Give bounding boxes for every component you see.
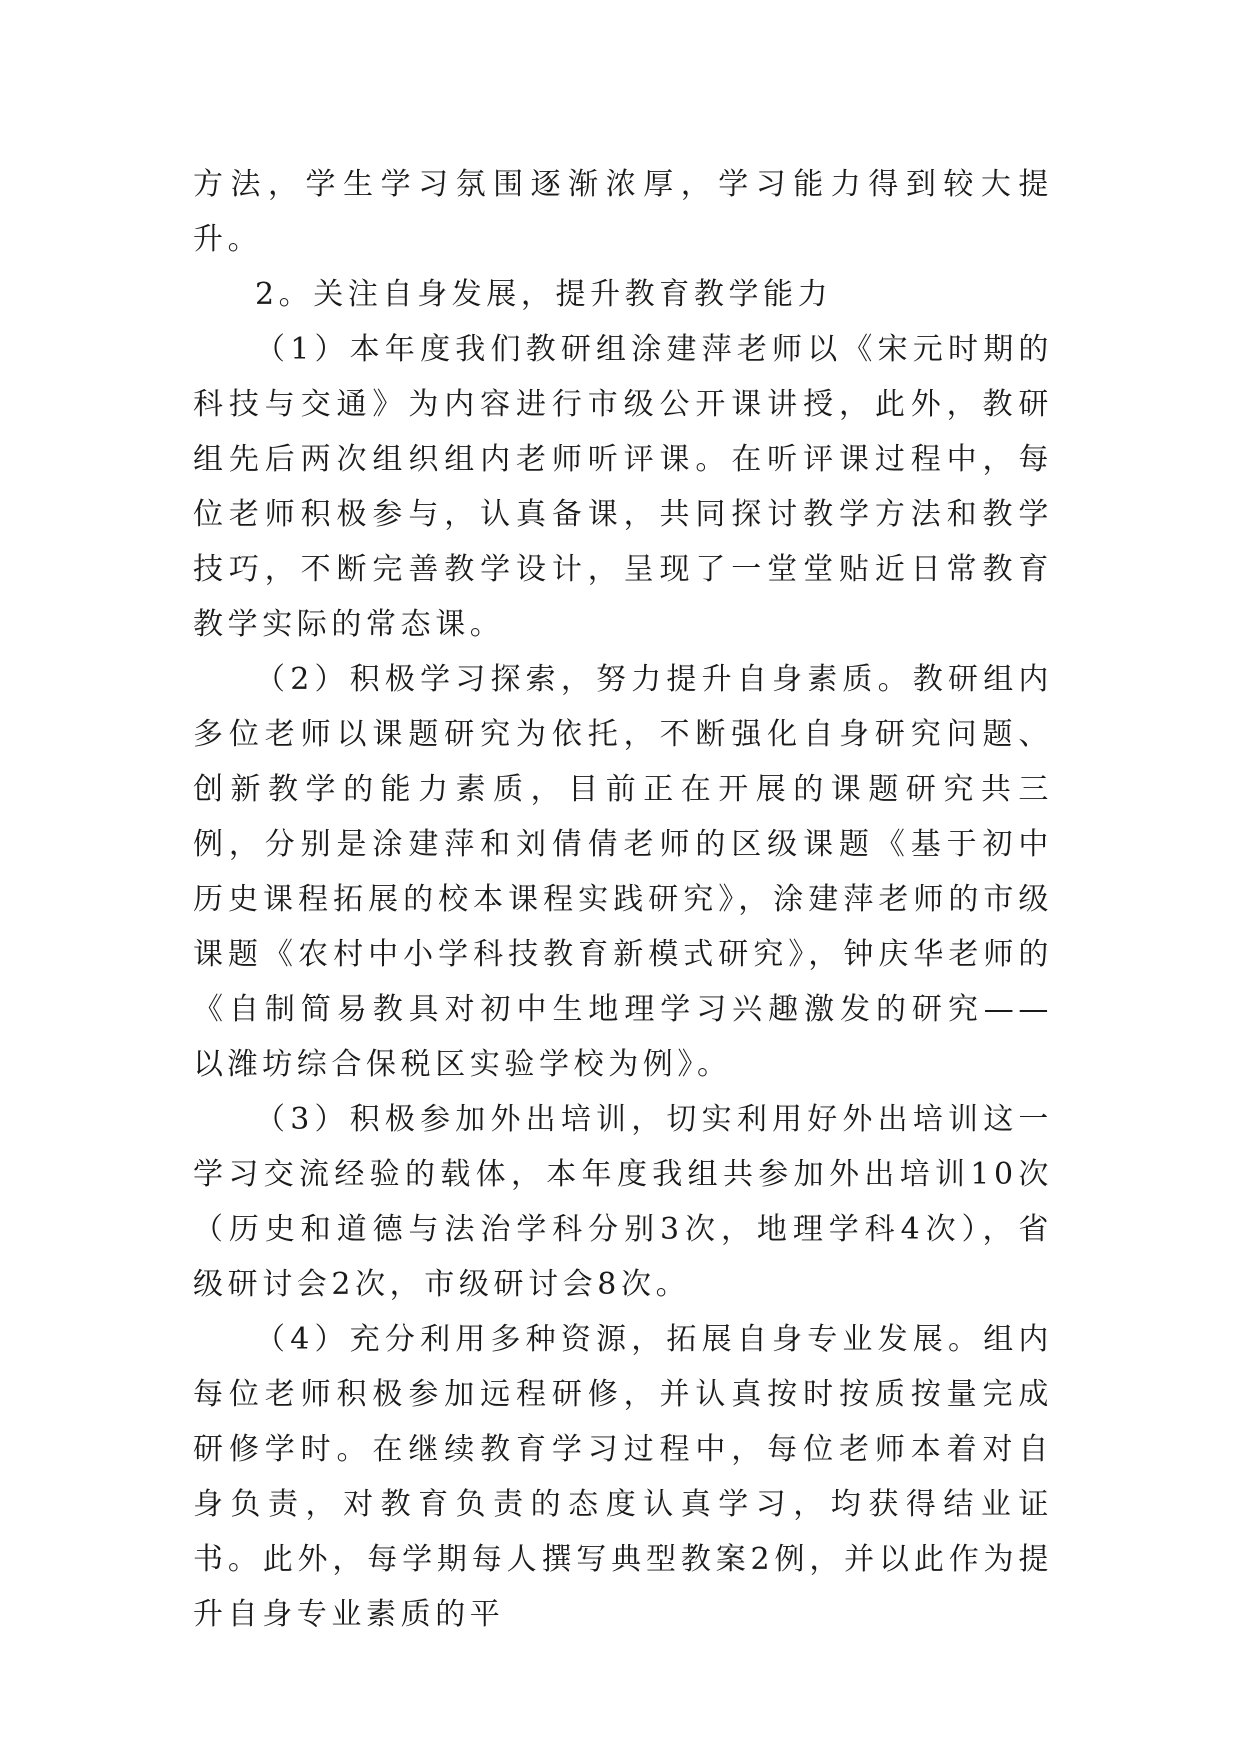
paragraph-item-2: （2）积极学习探索，努力提升自身素质。教研组内多位老师以课题研究为依托，不断强化自身研究问题、创新教学的能力素质，目前正在开展的课题研究共三例，分别是涂建萍和刘倩倩老师的区级课题《基于初中历史课程拓展的校本课程实践研究》，涂建萍老师的市级课题《农村中小学科技教育新模式研究》，钟庆华老师的《自制简易教具对初中生地理学习兴趣激发的研究——以潍坊综合保税区实验学校为例》。 [193,662,1053,1082]
paragraph-item-3: （3）积极参加外出培训，切实利用好外出培训这一学习交流经验的载体，本年度我组共参加外出培训10次（历史和道德与法治学科分别3次，地理学科4次），省级研讨会2次，市级研讨会8次。 [193,1102,1053,1302]
paragraph-continuation: 方法，学生学习氛围逐渐浓厚，学习能力得到较大提升。 [193,167,1053,257]
document-body [193,157,1053,1642]
section-heading: 2。关注自身发展，提升教育教学能力 [255,277,833,312]
paragraph-item-4: （4）充分利用多种资源，拓展自身专业发展。组内每位老师积极参加远程研修，并认真按时按质按量完成研修学时。在继续教育学习过程中，每位老师本着对自身负责，对教育负责的态度认真学习，均获得结业证书。此外，每学期每人撰写典型教案2例，并以此作为提升自身专业素质的平 [193,1322,1053,1632]
paragraph-item-1: （1）本年度我们教研组涂建萍老师以《宋元时期的科技与交通》为内容进行市级公开课讲授，此外，教研组先后两次组织组内老师听评课。在听评课过程中，每位老师积极参与，认真备课，共同探讨教学方法和教学技巧，不断完善教学设计，呈现了一堂堂贴近日常教育教学实际的常态课。 [193,332,1053,642]
